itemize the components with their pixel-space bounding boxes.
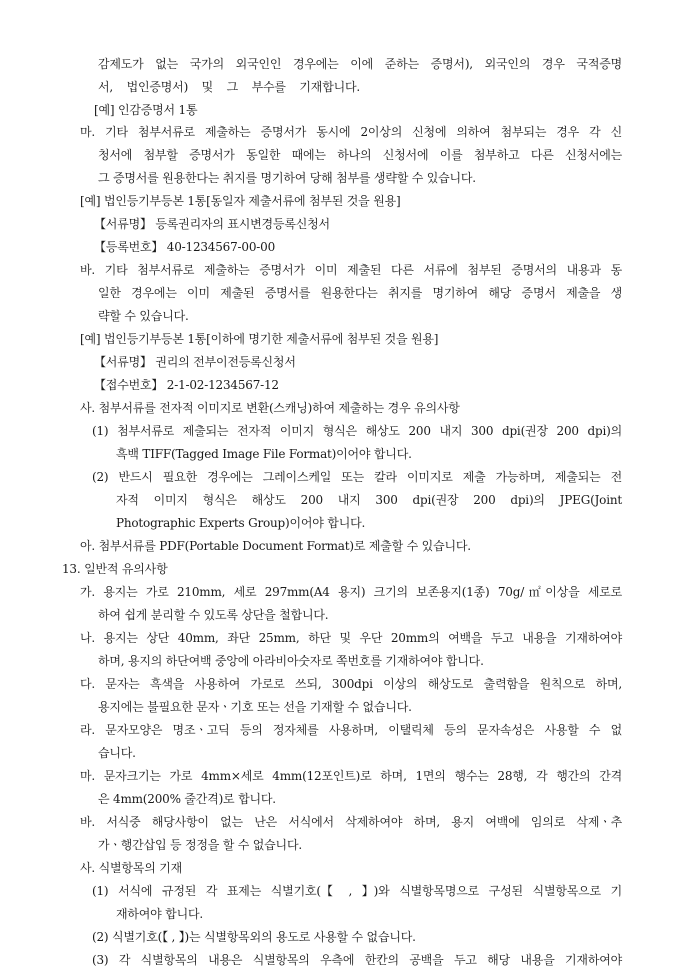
text-line: 라. 문자모양은 명조ㆍ고딕 등의 정자체를 사용하며, 이탤릭체 등의 문자속성은 사용할 수 없 (80, 723, 622, 737)
text-line: 사. 첨부서류를 전자적 이미지로 변환(스캐닝)하여 제출하는 경우 유의사항 (80, 401, 460, 415)
text-line: 【접수번호】 2-1-02-1234567-12 (94, 378, 279, 392)
text-line: 【서류명】 권리의 전부이전등록신청서 (94, 355, 296, 369)
text-line: (2) 반드시 필요한 경우에는 그레이스케일 또는 칼라 이미지로 제출 가능하며, 제출되는 전 (92, 470, 622, 484)
text-line: 다. 문자는 흑색을 사용하여 가로로 쓰되, 300dpi 이상의 해상도로 출력함을 원칙으로 하며, (80, 677, 622, 691)
text-line: 청서에 첨부할 증명서가 동일한 때에는 하나의 신청서에 이를 첨부하고 다른 신청서에는 (98, 148, 622, 162)
text-line: 가ㆍ행간삽입 등 정정을 할 수 없습니다. (98, 838, 302, 852)
text-line: 그 증명서를 원용한다는 취지를 명기하여 당해 첨부를 생략할 수 있습니다. (98, 171, 476, 185)
text-line: 하며, 용지의 하단여백 중앙에 아라비아숫자로 쪽번호를 기재하여야 합니다. (98, 654, 484, 668)
text-line: 가. 용지는 가로 210mm, 세로 297mm(A4 용지) 크기의 보존용지(1종) 70g/㎡이상을 세로로 (80, 585, 622, 599)
text-line: 나. 용지는 상단 40mm, 좌단 25mm, 하단 및 우단 20mm의 여백을 두고 내용을 기재하여야 (80, 631, 622, 645)
text-line: 은 4mm(200% 줄간격)로 합니다. (98, 792, 276, 806)
text-line: [예] 인감증명서 1통 (94, 103, 198, 117)
text-line: 자적 이미지 형식은 해상도 200 내지 300 dpi(권장 200 dpi)의 JPEG(Joint (116, 493, 622, 507)
text-line: (1) 서식에 규정된 각 표제는 식별기호(【 , 】)와 식별항목명으로 구성된 식별항목으로 기 (92, 884, 622, 898)
text-line: 략할 수 있습니다. (98, 309, 189, 323)
text-line: 용지에는 불필요한 문자ㆍ기호 또는 선을 기재할 수 없습니다. (98, 700, 412, 714)
text-line: [예] 법인등기부등본 1통[동일자 제출서류에 첨부된 것을 원용] (80, 194, 401, 208)
text-line: 아. 첨부서류를 PDF(Portable Document Format)로 제출할 수 있습니다. (80, 539, 471, 553)
text-line: 서, 법인증명서) 및 그 부수를 기재합니다. (98, 80, 360, 94)
section-heading: 13. 일반적 유의사항 (62, 562, 168, 576)
text-line: (3) 각 식별항목의 내용은 식별항목의 우측에 한칸의 공백을 두고 해당 내용을 기재하여야 (92, 953, 622, 967)
text-line: 습니다. (98, 746, 136, 760)
text-line: 【서류명】 등록권리자의 표시변경등록신청서 (94, 217, 330, 231)
text-line: (1) 첨부서류로 제출되는 전자적 이미지 형식은 해상도 200 내지 300 dpi(권장 200 dpi)의 (92, 424, 622, 438)
text-line: 【등록번호】 40-1234567-00-00 (94, 240, 275, 254)
text-line: 일한 경우에는 이미 제출된 증명서를 원용한다는 취지를 명기하여 해당 증명서 제출을 생 (98, 286, 622, 300)
text-line: 재하여야 합니다. (116, 907, 203, 921)
text-line: (2) 식별기호(【 , 】)는 식별항목외의 용도로 사용할 수 없습니다. (92, 930, 416, 944)
text-line: 바. 서식중 해당사항이 없는 난은 서식에서 삭제하여야 하며, 용지 여백에 임의로 삭제ㆍ추 (80, 815, 622, 829)
text-line: 사. 식별항목의 기재 (80, 861, 182, 875)
text-line: 흑백 TIFF(Tagged Image File Format)이어야 합니다. (116, 447, 412, 461)
text-line: Photographic Experts Group)이어야 합니다. (116, 516, 366, 530)
text-line: 감제도가 없는 국가의 외국인인 경우에는 이에 준하는 증명서), 외국인의 경우 국적증명 (98, 57, 622, 71)
text-line: 하여 쉽게 분리할 수 있도록 상단을 철합니다. (98, 608, 329, 622)
text-line: 바. 기타 첨부서류로 제출하는 증명서가 이미 제출된 다른 서류에 첨부된 증명서의 내용과 동 (80, 263, 622, 277)
text-line: 마. 기타 첨부서류로 제출하는 증명서가 동시에 2이상의 신청에 의하여 첨부되는 경우 각 신 (80, 125, 622, 139)
text-line: [예] 법인등기부등본 1통[이하에 명기한 제출서류에 첨부된 것을 원용] (80, 332, 439, 346)
text-line: 마. 문자크기는 가로 4mm×세로 4mm(12포인트)로 하며, 1면의 행수는 28행, 각 행간의 간격 (80, 769, 622, 783)
